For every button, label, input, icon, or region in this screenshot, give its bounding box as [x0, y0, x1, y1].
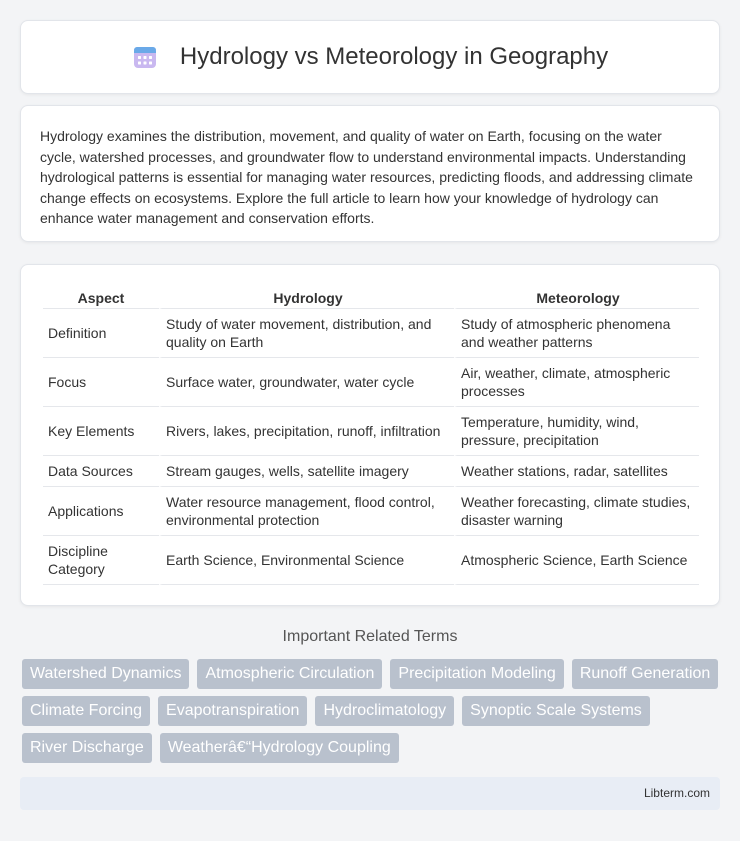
header-card	[20, 20, 720, 94]
row-aspect-cell: Applications	[43, 487, 159, 536]
table-row	[43, 536, 699, 585]
row-meteorology-cell: Temperature, humidity, wind, pressure, precipitation	[454, 407, 699, 456]
row-hydrology-cell: Earth Science, Environmental Science	[159, 536, 454, 585]
tag-climate-forcing[interactable]: Climate Forcing	[22, 696, 150, 726]
tag-weather-hydrology-coupling[interactable]: Weatherâ€“Hydrology Coupling	[160, 733, 399, 763]
row-hydrology-cell: Water resource management, flood control, environmental protection	[159, 487, 454, 536]
table-row	[43, 487, 699, 536]
row-hydrology-cell: Surface water, groundwater, water cycle	[159, 358, 454, 407]
intro-card	[20, 105, 720, 242]
related-terms-heading: Important Related Terms	[282, 628, 458, 645]
tag-precipitation-modeling[interactable]: Precipitation Modeling	[390, 659, 563, 689]
column-header-meteorology: Meteorology	[454, 285, 699, 309]
tag-watershed-dynamics[interactable]: Watershed Dynamics	[22, 659, 189, 689]
row-meteorology-cell: Atmospheric Science, Earth Science	[454, 536, 699, 585]
page-title: Hydrology vs Meteorology in Geography	[179, 43, 609, 70]
table-row	[43, 358, 699, 407]
table-row	[43, 309, 699, 358]
footer	[20, 777, 720, 810]
table-row	[43, 407, 699, 456]
row-aspect-cell: Discipline Category	[43, 536, 159, 585]
column-header-aspect: Aspect	[43, 285, 159, 309]
intro-paragraph: Hydrology examines the distribution, movement, and quality of water on Earth, focusing on the water cycle, watershed processes, and groundwater flow to understand environmental impacts. Understanding hydrological patterns is essential for managing water resources, predicting floods, and addressing climate change effects on ecosystems. Explore the full article to learn how your knowledge of hydrology can enhance water management and conservation efforts.	[40, 128, 693, 226]
related-terms-tags	[22, 659, 722, 770]
row-aspect-cell: Focus	[43, 358, 159, 407]
row-aspect-cell: Key Elements	[43, 407, 159, 456]
row-hydrology-cell: Stream gauges, wells, satellite imagery	[159, 456, 454, 487]
row-meteorology-cell: Weather forecasting, climate studies, disaster warning	[454, 487, 699, 536]
tag-river-discharge[interactable]: River Discharge	[22, 733, 152, 763]
footer-site-link[interactable]: Libterm.com	[643, 786, 710, 800]
tag-atmospheric-circulation[interactable]: Atmospheric Circulation	[197, 659, 382, 689]
table-row	[43, 456, 699, 487]
calendar-icon	[132, 44, 158, 70]
tag-synoptic-scale-systems[interactable]: Synoptic Scale Systems	[462, 696, 650, 726]
table-header-row	[43, 285, 699, 309]
tag-evapotranspiration[interactable]: Evapotranspiration	[158, 696, 307, 726]
row-hydrology-cell: Rivers, lakes, precipitation, runoff, infiltration	[159, 407, 454, 456]
row-meteorology-cell: Air, weather, climate, atmospheric processes	[454, 358, 699, 407]
tag-runoff-generation[interactable]: Runoff Generation	[572, 659, 718, 689]
row-meteorology-cell: Weather stations, radar, satellites	[454, 456, 699, 487]
comparison-table-card	[20, 264, 720, 606]
row-aspect-cell: Definition	[43, 309, 159, 358]
tag-hydroclimatology[interactable]: Hydroclimatology	[315, 696, 454, 726]
comparison-table	[43, 285, 699, 585]
row-aspect-cell: Data Sources	[43, 456, 159, 487]
row-hydrology-cell: Study of water movement, distribution, and quality on Earth	[159, 309, 454, 358]
column-header-hydrology: Hydrology	[159, 285, 454, 309]
row-meteorology-cell: Study of atmospheric phenomena and weather patterns	[454, 309, 699, 358]
